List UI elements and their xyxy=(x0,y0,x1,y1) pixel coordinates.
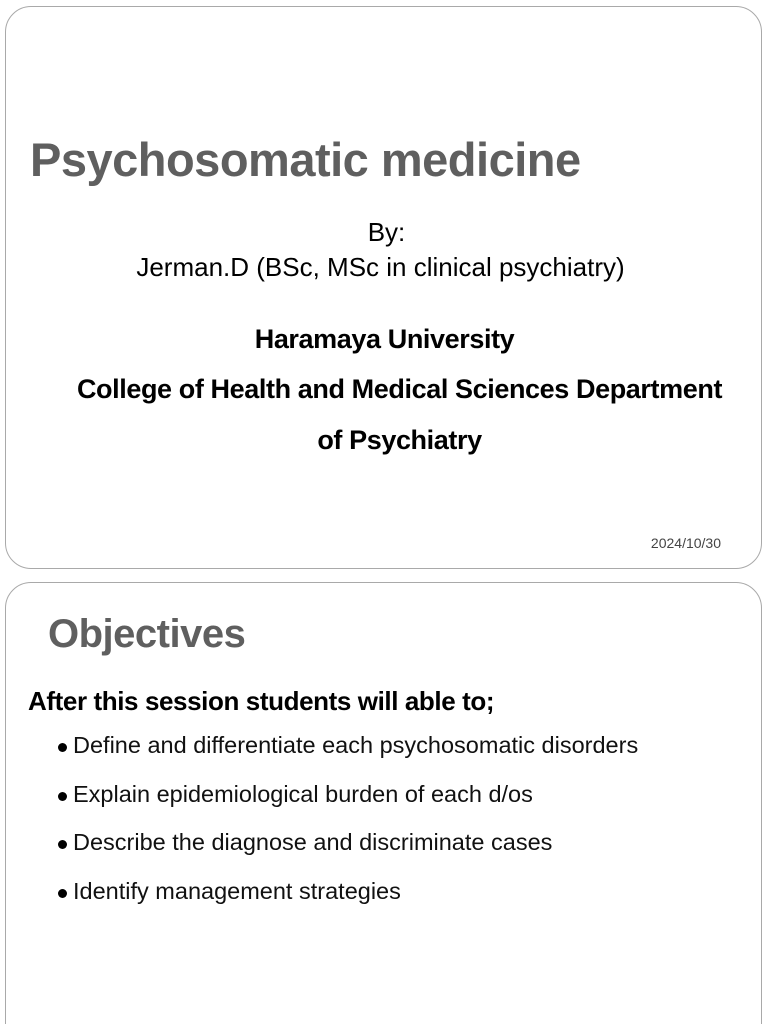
presentation-title: Psychosomatic medicine xyxy=(30,133,581,186)
objectives-slide xyxy=(5,582,762,1024)
objectives-title: Objectives xyxy=(48,612,246,656)
objective-text: Explain epidemiological burden of each d/os xyxy=(73,780,533,807)
objective-text: Identify management strategies xyxy=(73,877,401,904)
list-item xyxy=(54,733,638,782)
list-item xyxy=(54,782,638,831)
objectives-intro: After this session students will able to; xyxy=(28,686,495,716)
slide-date: 2024/10/30 xyxy=(650,535,721,551)
department-name: of Psychiatry xyxy=(317,425,482,455)
bullet-icon xyxy=(58,743,67,752)
objective-text: Describe the diagnose and discriminate cases xyxy=(73,829,553,855)
objectives-list xyxy=(54,733,638,927)
bullet-icon xyxy=(58,792,67,801)
bullet-icon xyxy=(58,889,67,898)
college-name: College of Health and Medical Sciences Department xyxy=(76,374,723,404)
university-name: Haramaya University xyxy=(254,324,515,354)
author-line: Jerman.D (BSc, MSc in clinical psychiatry) xyxy=(136,252,625,282)
bullet-icon xyxy=(58,840,67,849)
by-label: By: xyxy=(367,217,406,247)
title-slide xyxy=(5,6,762,569)
list-item xyxy=(54,830,638,879)
list-item xyxy=(54,879,638,928)
objective-text: Define and differentiate each psychosomatic disorders xyxy=(73,732,639,758)
